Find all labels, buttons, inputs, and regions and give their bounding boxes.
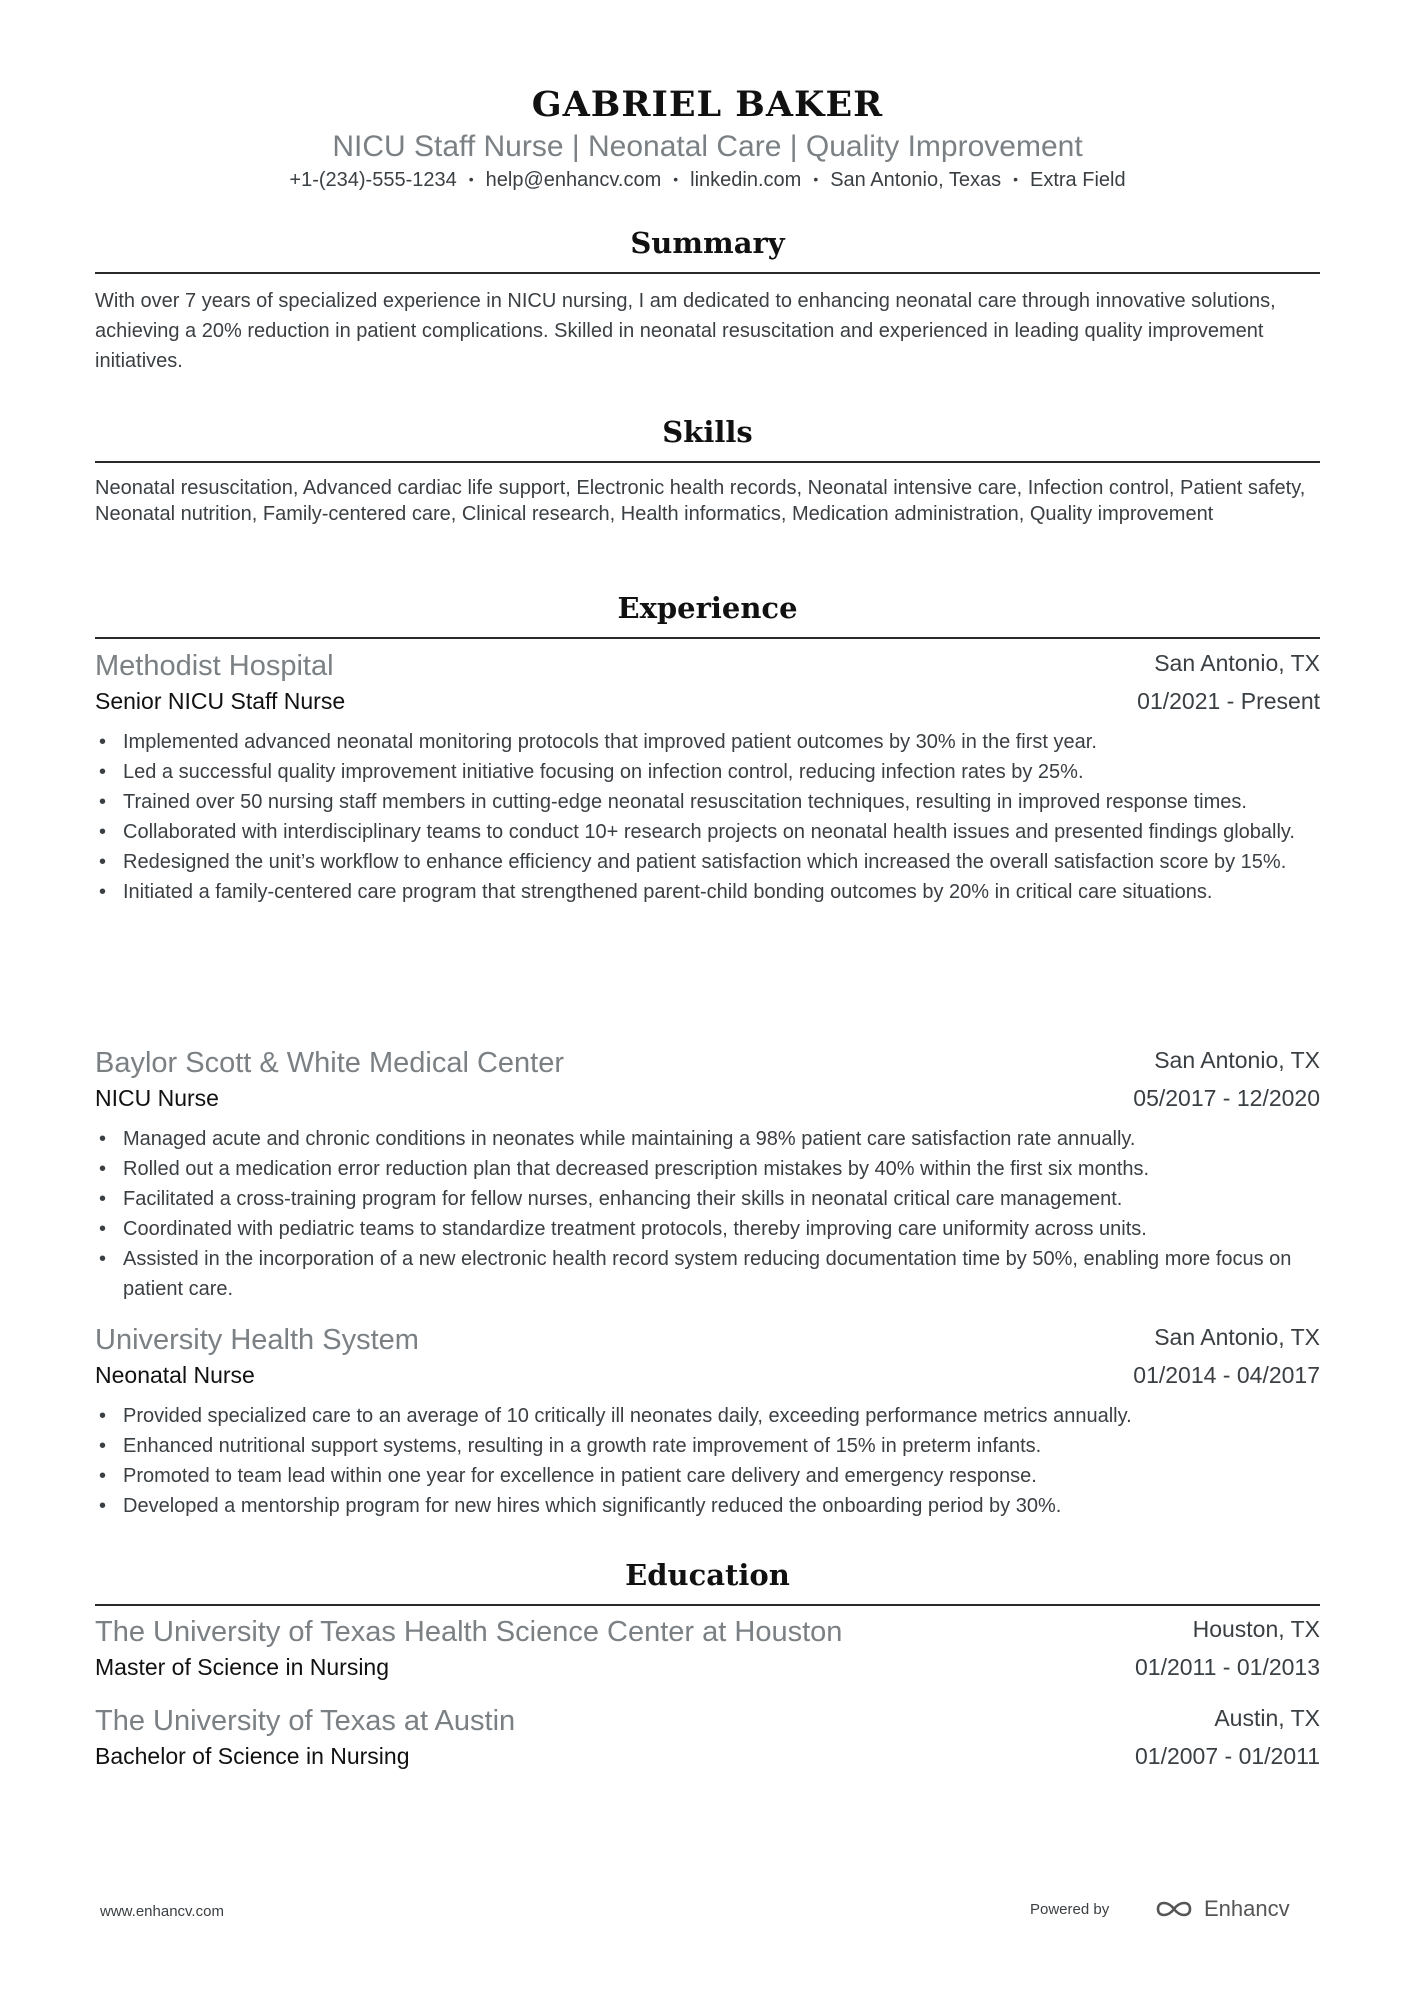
job-dates: 05/2017 - 12/2020 [1133, 1085, 1320, 1111]
contact-extra-field: Extra Field [1030, 169, 1126, 191]
achievement-item: • Enhanced nutritional support systems, resulting in a growth rate improvement of 15% in preterm infants. [95, 1431, 1320, 1461]
achievement-item: • Developed a mentorship program for new hires which significantly reduced the onboarding period by 30%. [95, 1491, 1320, 1521]
section-title-skills: Skills [662, 415, 753, 449]
section-divider [95, 461, 1320, 463]
achievement-item: • Promoted to team lead within one year for excellence in patient care delivery and emergency response. [95, 1461, 1320, 1491]
section-title-education: Education [625, 1558, 790, 1592]
bullet-separator-icon: • [468, 171, 474, 187]
section-divider [95, 1604, 1320, 1606]
enhancv-brand-name: Enhancv [1204, 1896, 1290, 1921]
employer-name: University Health System [95, 1324, 419, 1356]
candidate-name: GABRIEL BAKER [531, 84, 884, 125]
contact-phone: +1-(234)-555-1234 [289, 169, 457, 191]
achievement-item: • Rolled out a medication error reduction plan that decreased prescription mistakes by 40% within the first six months. [95, 1154, 1320, 1184]
achievement-item: • Led a successful quality improvement initiative focusing on infection control, reducing infection rates by 25%. [95, 757, 1320, 787]
achievement-item: • Assisted in the incorporation of a new electronic health record system reducing documentation time by 50%, enabling more focus on patient care. [95, 1244, 1320, 1304]
achievement-item: • Provided specialized care to an average of 10 critically ill neonates daily, exceeding performance metrics annually. [95, 1401, 1320, 1431]
skills-text: Neonatal resuscitation, Advanced cardiac life support, Electronic health records, Neonatal intensive care, Infection control, Patient safety, Neonatal nutrition, Family-centered care, Clinical research, Health informatics, Medication administration, Quality improvement [95, 477, 1306, 525]
section-divider [95, 637, 1320, 639]
employer-name: Methodist Hospital [95, 650, 334, 682]
employer-location: San Antonio, TX [1154, 650, 1320, 676]
bullet-separator-icon: • [1013, 171, 1018, 187]
contact-location: San Antonio, Texas [830, 169, 1002, 191]
employer-name: Baylor Scott & White Medical Center [95, 1047, 565, 1079]
school-location: Austin, TX [1214, 1705, 1320, 1731]
achievement-list [95, 1124, 1320, 1304]
degree-name: Master of Science in Nursing [95, 1654, 390, 1680]
achievement-item: • Managed acute and chronic conditions in neonates while maintaining a 98% patient care satisfaction rate annually. [95, 1124, 1320, 1154]
achievement-item: • Coordinated with pediatric teams to standardize treatment protocols, thereby improving care uniformity across units. [95, 1214, 1320, 1244]
achievement-item: • Collaborated with interdisciplinary teams to conduct 10+ research projects on neonatal health issues and presented findings globally. [95, 817, 1320, 847]
school-name: The University of Texas at Austin [95, 1705, 516, 1737]
job-dates: 01/2014 - 04/2017 [1133, 1362, 1320, 1388]
job-title: Senior NICU Staff Nurse [95, 688, 346, 714]
education-dates: 01/2011 - 01/2013 [1134, 1654, 1320, 1680]
achievement-item: • Facilitated a cross-training program for fellow nurses, enhancing their skills in neonatal critical care management. [95, 1184, 1320, 1214]
school-name: The University of Texas Health Science Center at Houston [95, 1616, 843, 1648]
powered-by-label: Powered by [1030, 1901, 1110, 1918]
contact-linkedin: linkedin.com [690, 169, 802, 191]
section-title-summary: Summary [630, 226, 785, 260]
achievement-list [95, 727, 1320, 907]
job-title: NICU Nurse [95, 1085, 219, 1111]
achievement-item: • Initiated a family-centered care program that strengthened parent-child bonding outcomes by 20% in critical care situations. [95, 877, 1320, 907]
candidate-headline: NICU Staff Nurse | Neonatal Care | Quality Improvement [332, 130, 1083, 163]
contact-email: help@enhancv.com [485, 169, 662, 191]
footer-website-link[interactable]: www.enhancv.com [100, 1903, 224, 1920]
employer-location: San Antonio, TX [1154, 1324, 1320, 1350]
bullet-separator-icon: • [673, 171, 679, 187]
education-dates: 01/2007 - 01/2011 [1134, 1743, 1320, 1769]
school-location: Houston, TX [1192, 1616, 1320, 1642]
bullet-separator-icon: • [813, 171, 819, 187]
enhancv-brand-link[interactable] [1150, 1894, 1290, 1924]
achievement-item: • Trained over 50 nursing staff members in cutting-edge neonatal resuscitation techniques, resulting in improved response times. [95, 787, 1320, 817]
degree-name: Bachelor of Science in Nursing [95, 1743, 410, 1769]
contact-line [95, 169, 1320, 192]
achievement-list [95, 1401, 1320, 1521]
achievement-item: • Implemented advanced neonatal monitoring protocols that improved patient outcomes by 30% in the first year. [95, 727, 1320, 757]
enhancv-logo-icon [1150, 1896, 1198, 1922]
job-title: Neonatal Nurse [95, 1362, 255, 1388]
section-title-experience: Experience [617, 591, 798, 625]
employer-location: San Antonio, TX [1154, 1047, 1320, 1073]
summary-text: With over 7 years of specialized experience in NICU nursing, I am dedicated to enhancing neonatal care through innovative solutions, achieving a 20% reduction in patient complications. Skilled in neonatal resuscitation and experienced in leading quality improvement initiatives. [95, 290, 1276, 372]
achievement-item: • Redesigned the unit’s workflow to enhance efficiency and patient satisfaction which increased the overall satisfaction score by 15%. [95, 847, 1320, 877]
job-dates: 01/2021 - Present [1137, 688, 1320, 714]
section-divider [95, 272, 1320, 274]
